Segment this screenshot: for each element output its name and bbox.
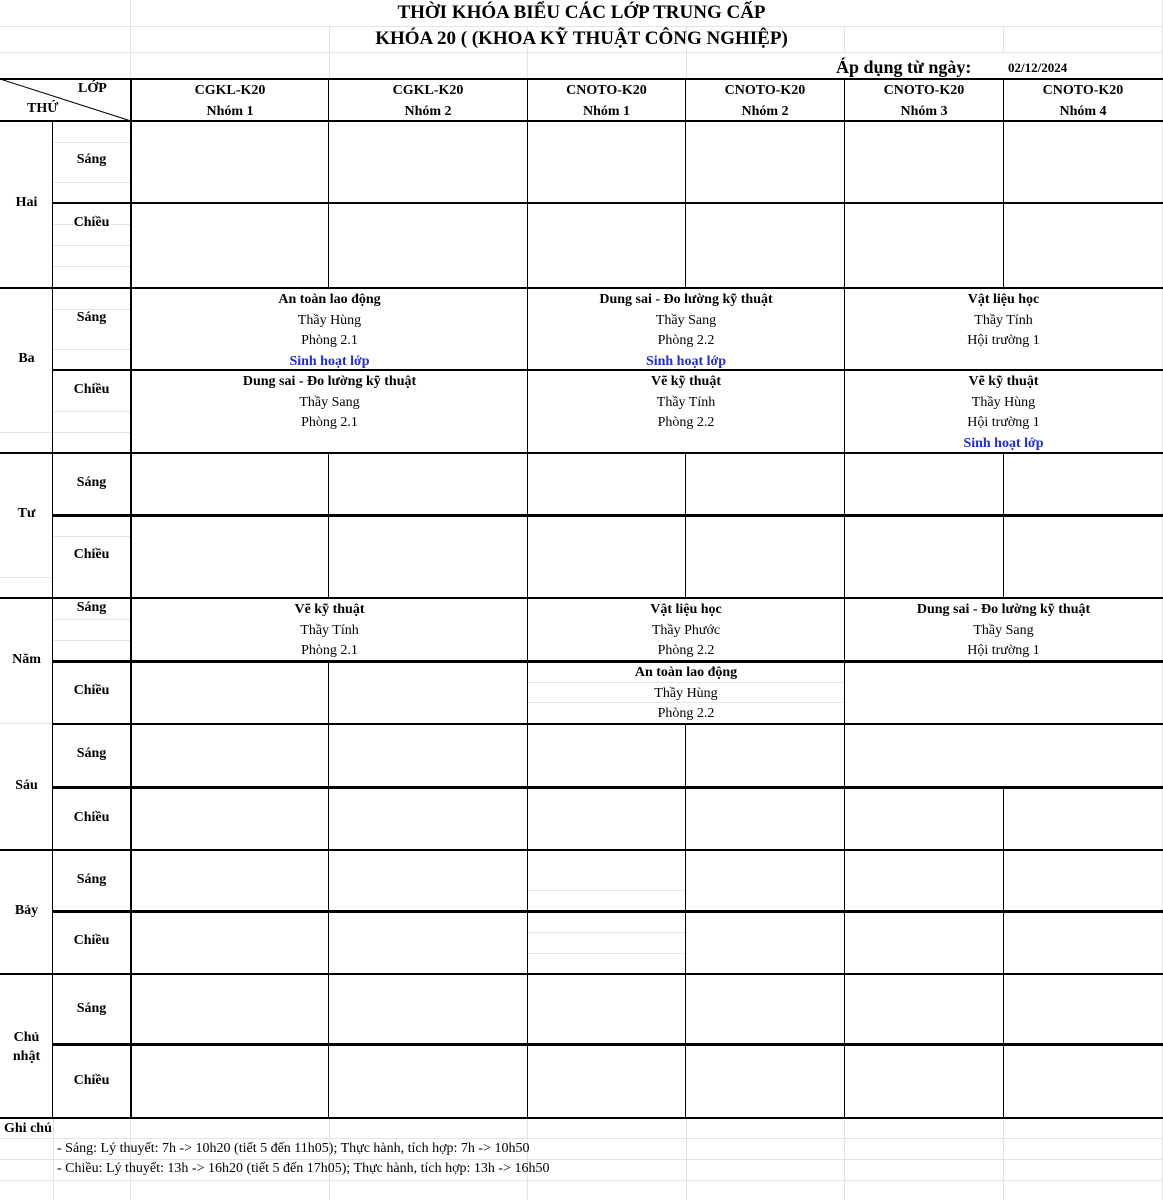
schedule-entry [132,290,527,372]
apply-label: Áp dụng từ ngày: [836,57,972,77]
room: Hội trường 1 [967,643,1040,658]
subject: Dung sai - Đo lường kỹ thuật [242,374,417,389]
schedule-entry [132,600,527,662]
room: Phòng 2.1 [301,415,358,430]
day-label-nam: Năm [12,652,41,667]
schedule-entry [528,600,844,662]
class-name: CGKL-K20 [194,83,266,98]
teacher: Thầy Sang [655,312,717,328]
schedule-entry [845,290,1162,352]
class-meeting: Sinh hoạt lớp [289,353,370,369]
class-group: Nhóm 2 [404,104,452,119]
schedule-entry [132,372,527,434]
session-chieu-nam: Chiều [73,683,110,698]
session-sang-ba: Sáng [76,310,107,325]
corner-thu-label: THỨ [27,101,59,116]
class-meeting: Sinh hoạt lớp [645,353,727,369]
class-header-3 [528,80,685,122]
room: Hội trường 1 [967,333,1040,348]
teacher: Thầy Hùng [654,685,718,701]
class-name: CNOTO-K20 [883,83,965,98]
teacher: Thầy Phước [651,622,721,638]
class-name: CNOTO-K20 [566,83,647,98]
corner-lop-label: LỚP [78,81,107,96]
day-label-ba: Ba [18,351,35,366]
notes-afternoon: - Chiều: Lý thuyết: 13h -> 16h20 (tiết 5 đến 17h05); Thực hành, tích hợp: 13h -> 16h50 [57,1161,550,1176]
teacher: Thầy Hùng [297,312,362,328]
room: Phòng 2.2 [657,643,715,658]
session-sang-tu: Sáng [76,475,107,490]
subject: Dung sai - Đo lường kỹ thuật [916,602,1091,617]
session-chieu-bay: Chiều [73,933,110,948]
session-chieu-sau: Chiều [73,810,110,825]
room: Phòng 2.2 [657,415,715,430]
teacher: Thầy Sang [973,622,1034,638]
session-sang-sau: Sáng [76,746,107,761]
subject: Dung sai - Đo lường kỹ thuật [599,292,773,307]
notes-label: Ghi chú [4,1121,52,1136]
page-title: THỜI KHÓA BIỂU CÁC LỚP TRUNG CẤP [397,2,766,23]
class-header-6 [1004,80,1162,122]
subject: Vẽ kỹ thuật [294,602,365,617]
class-header-2 [329,80,527,122]
session-sang-bay: Sáng [76,872,107,887]
subject: Vẽ kỹ thuật [968,374,1039,389]
class-header-4 [686,80,844,122]
session-sang-cn: Sáng [76,1001,107,1016]
class-meeting: Sinh hoạt lớp [963,435,1044,451]
class-name: CGKL-K20 [392,83,464,98]
room: Phòng 2.1 [301,333,358,348]
session-chieu-cn: Chiều [73,1073,110,1088]
room: Phòng 2.2 [657,706,715,721]
corner-diagonal [0,79,132,122]
session-chieu-tu: Chiều [73,547,110,562]
teacher: Thầy Tính [300,622,359,638]
schedule-entry [528,372,844,434]
day-label-tu: Tư [17,506,36,521]
schedule-entry [845,600,1162,662]
subject: Vẽ kỹ thuật [650,374,721,389]
page-subtitle: KHÓA 20 ( (KHOA KỸ THUẬT CÔNG NGHIỆP) [375,28,788,49]
class-name: CNOTO-K20 [724,83,806,98]
teacher: Thầy Tính [656,394,716,410]
class-group: Nhóm 2 [741,104,789,119]
room: Phòng 2.2 [657,333,715,348]
day-label-bay: Bảy [14,903,39,918]
subject: Vật liệu học [967,292,1040,307]
class-header-1 [132,80,328,122]
session-chieu-ba: Chiều [73,382,110,397]
class-name: CNOTO-K20 [1042,83,1124,98]
day-label-sau: Sáu [15,778,38,793]
teacher: Thầy Tính [974,312,1033,328]
subject: An toàn lao động [278,292,381,307]
schedule-entry [845,372,1162,454]
teacher: Thầy Hùng [971,394,1036,410]
schedule-entry [528,290,844,372]
class-group: Nhóm 3 [900,104,948,119]
session-sang-nam: Sáng [76,600,107,615]
class-group: Nhóm 1 [206,104,254,119]
class-group: Nhóm 1 [582,104,631,119]
apply-date: 02/12/2024 [1008,60,1068,75]
teacher: Thầy Sang [299,394,360,410]
class-header-5 [845,80,1003,122]
session-chieu-hai: Chiều [73,215,110,230]
room: Hội trường 1 [967,415,1040,430]
day-label-chu-nhat: Chủ nhật [12,1030,41,1064]
day-label-hai: Hai [15,195,38,210]
subject: Vật liệu học [650,602,722,617]
notes-morning: - Sáng: Lý thuyết: 7h -> 10h20 (tiết 5 đến 11h05); Thực hành, tích hợp: 7h -> 10h50 [57,1141,530,1156]
session-sang-hai: Sáng [76,152,107,167]
schedule-entry [528,663,844,725]
room: Phòng 2.1 [301,643,358,658]
subject: An toàn lao động [634,665,738,680]
class-group: Nhóm 4 [1059,104,1107,119]
